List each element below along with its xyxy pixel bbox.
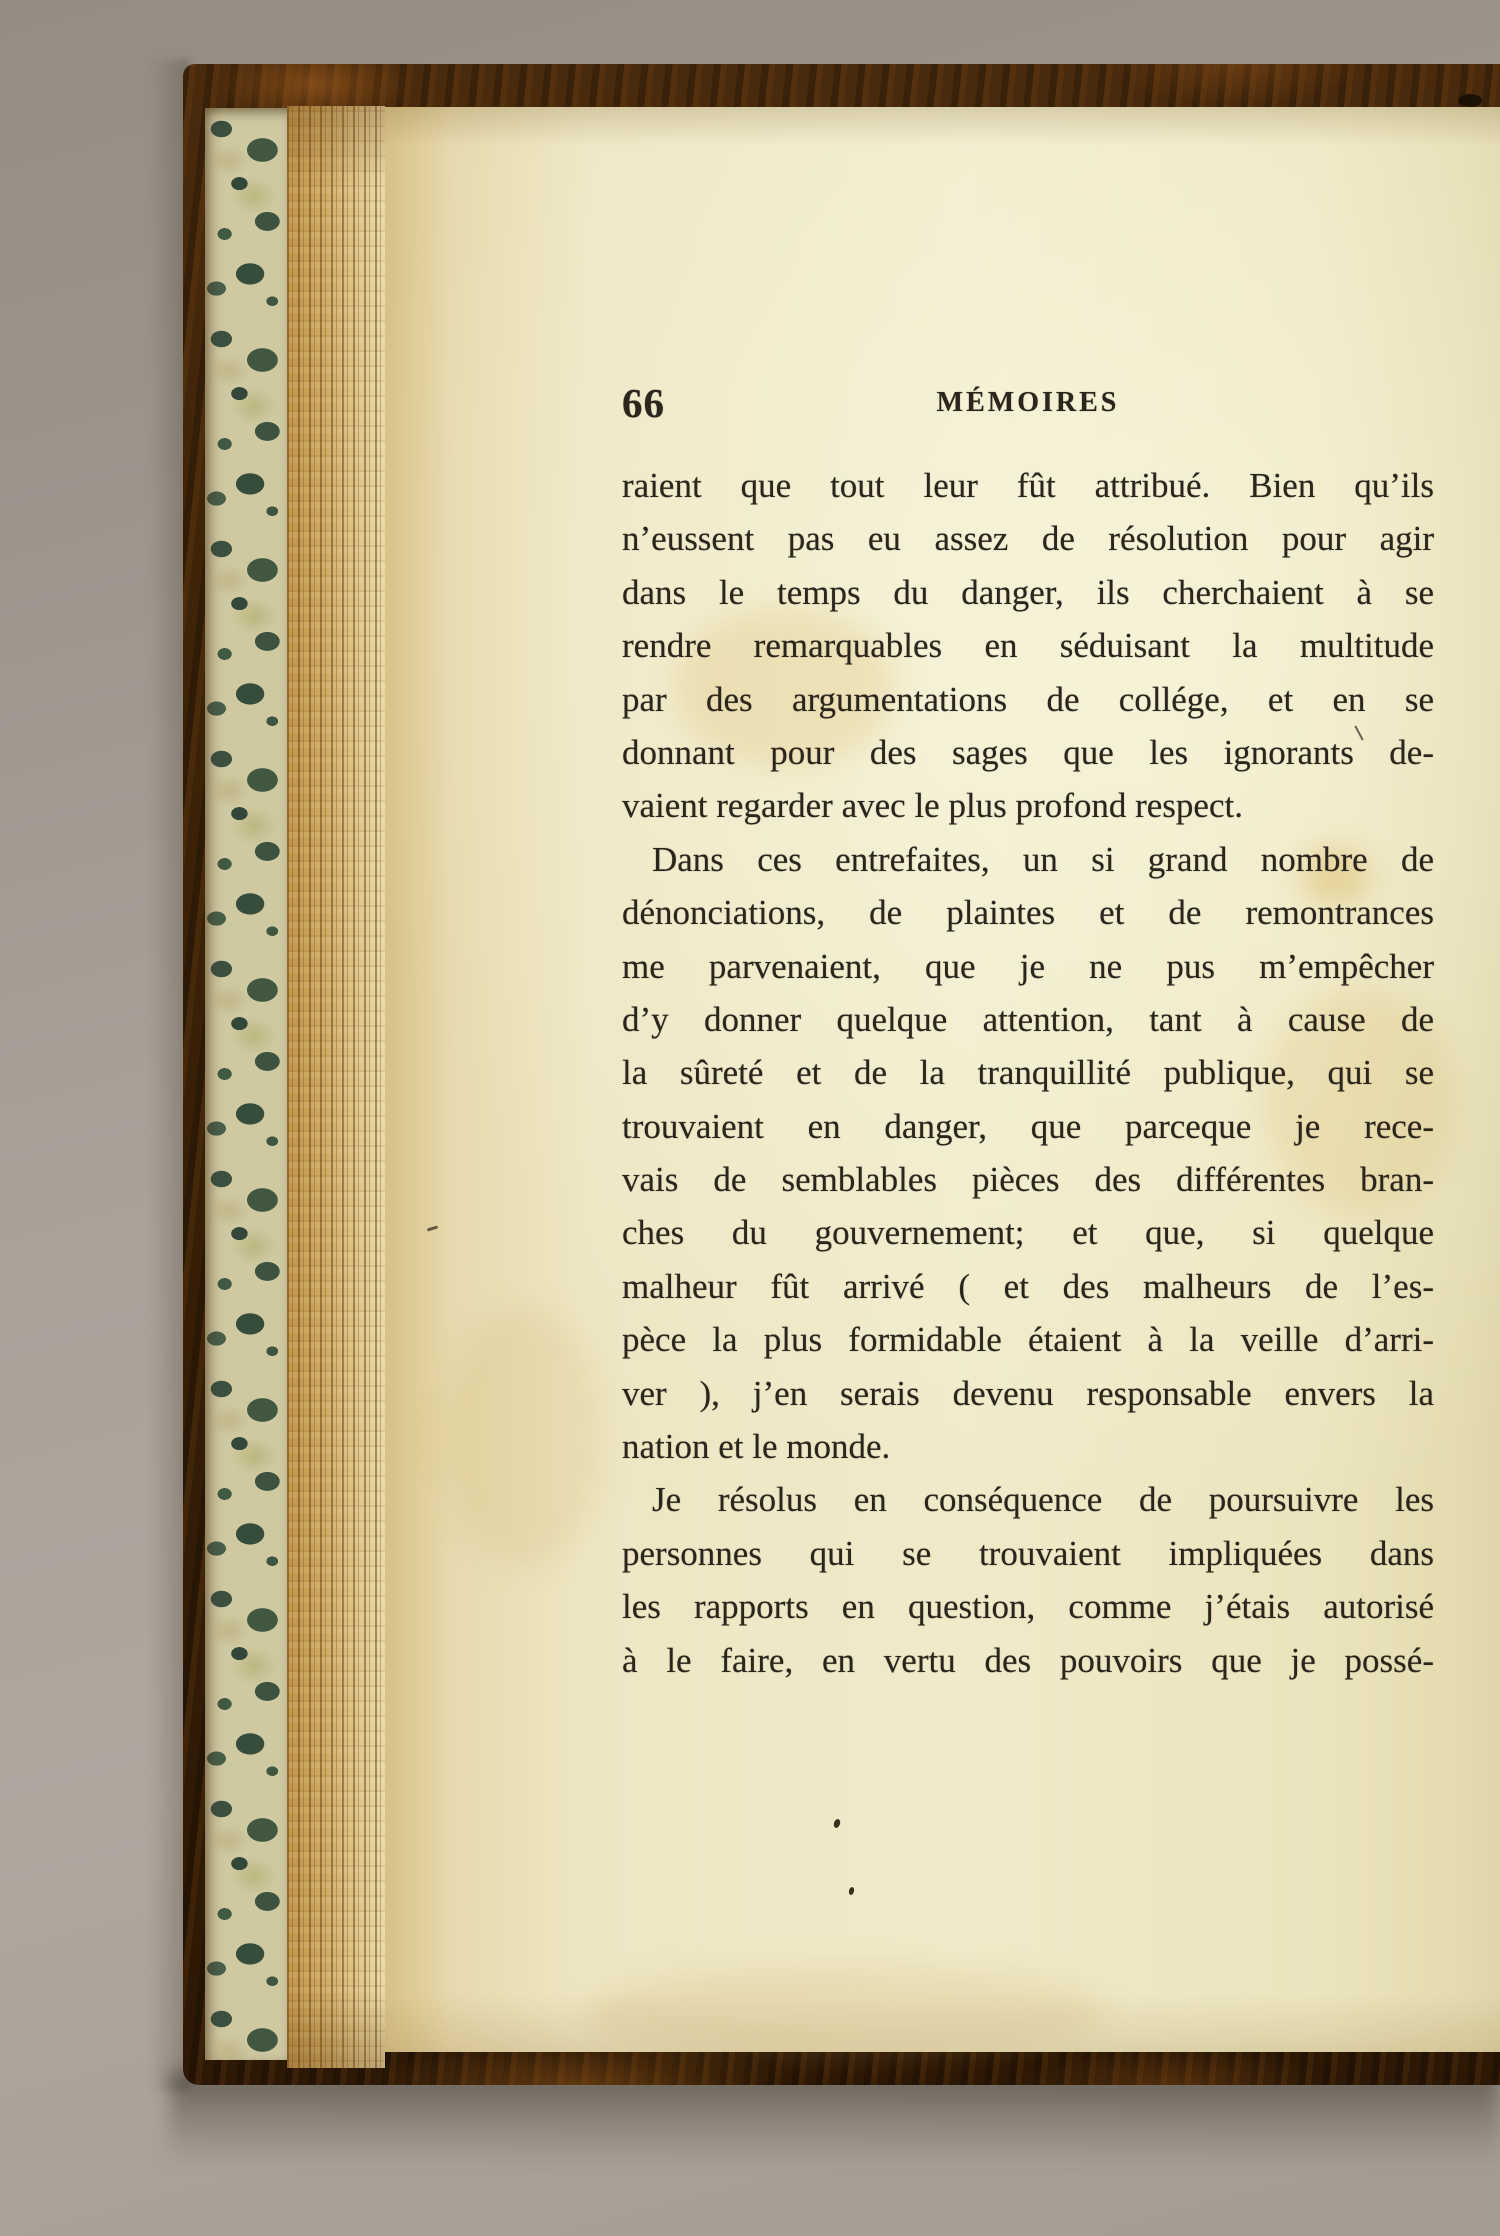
text-line: d’y donner quelque attention, tant à cause de — [622, 999, 1434, 1039]
text-line: nation et le monde. — [622, 1427, 891, 1467]
text-line: Dans ces entrefaites, un si grand nombre de — [652, 839, 1434, 879]
text-line: ver ), j’en serais devenu responsable envers la — [622, 1373, 1434, 1413]
text-line: raient que tout leur fût attribué. Bien qu’ils — [622, 466, 1434, 505]
ink-speck — [848, 1886, 855, 1895]
text-line: donnant pour des sages que les ignorants de- — [622, 732, 1434, 772]
book-page — [385, 107, 1500, 2052]
text-line: dénonciations, de plaintes et de remontrances — [622, 893, 1434, 933]
text-line: ches du gouvernement; et que, si quelque — [622, 1213, 1434, 1253]
foxing-stain — [585, 1967, 1105, 2057]
text-line: pèce la plus formidable étaient à la veille d’arri- — [622, 1320, 1434, 1360]
text-line: me parvenaient, que je ne pus m’empêcher — [622, 946, 1434, 986]
book-cover-leather — [183, 64, 1500, 2085]
text-line: la sûreté et de la tranquillité publique, qui se — [622, 1053, 1434, 1093]
text-line: vaient regarder avec le plus profond respect. — [622, 786, 1243, 826]
text-line: trouvaient en danger, que parceque je rece- — [622, 1106, 1434, 1146]
foxing-stain — [445, 1307, 605, 1567]
text-line: les rapports en question, comme j’étais autorisé — [622, 1587, 1434, 1627]
text-line: personnes qui se trouvaient impliquées dans — [622, 1533, 1434, 1573]
page-number: 66 — [622, 380, 665, 426]
marbled-edge — [205, 108, 287, 2060]
page-header — [622, 379, 1434, 425]
text-line: dans le temps du danger, ils cherchaient à se — [622, 572, 1434, 612]
book-shadow — [170, 2072, 1500, 2164]
running-title: MÉMOIRES — [936, 387, 1120, 418]
page-block-edge — [287, 106, 385, 2068]
text-block — [622, 379, 1434, 1680]
text-line: par des argumentations de collége, et en se — [622, 679, 1434, 719]
ink-speck — [833, 1818, 842, 1829]
stray-mark — [427, 1225, 438, 1231]
text-line: rendre remarquables en séduisant la multitude — [622, 626, 1434, 666]
text-line: n’eussent pas eu assez de résolution pour agir — [622, 519, 1434, 559]
text-line: vais de semblables pièces des différentes bran- — [622, 1160, 1434, 1200]
text-line: Je résolus en conséquence de poursuivre les — [652, 1480, 1434, 1520]
cover-wear-spot — [1458, 94, 1482, 107]
text-line: malheur fût arrivé ( et des malheurs de l’es- — [622, 1266, 1434, 1306]
body-text — [622, 459, 1434, 1687]
text-line: à le faire, en vertu des pouvoirs que je possé- — [622, 1640, 1434, 1680]
